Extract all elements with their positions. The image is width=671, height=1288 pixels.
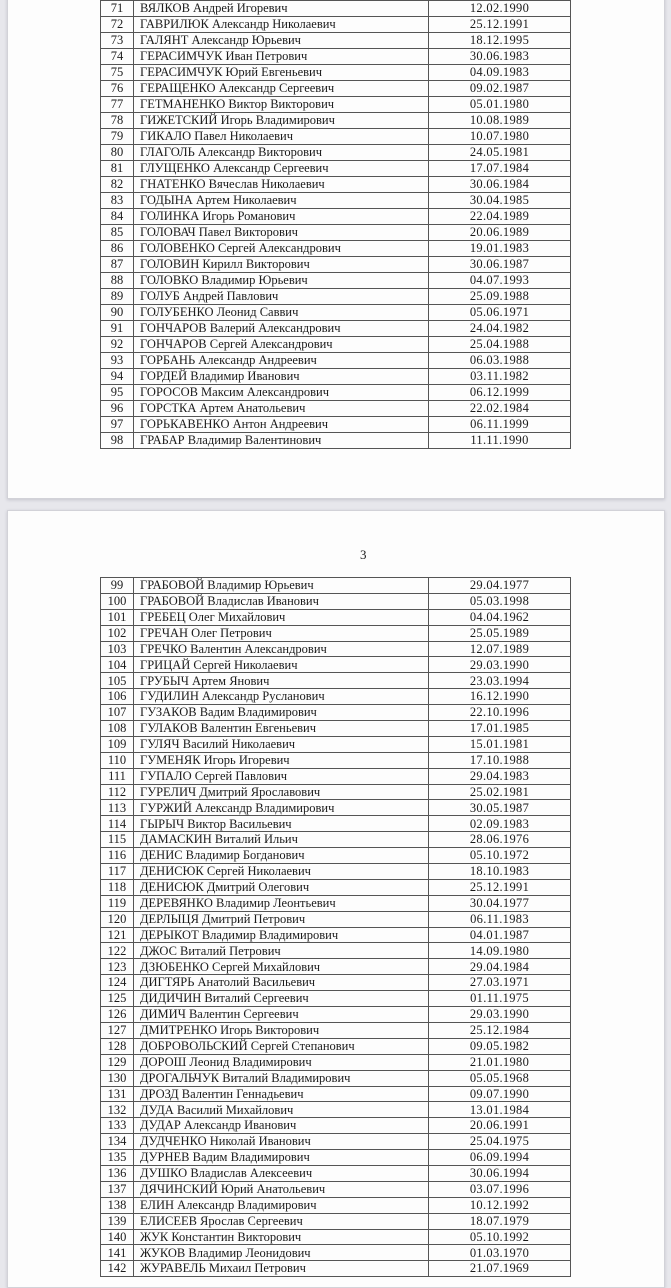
birth-date: 17.07.1984 bbox=[429, 161, 571, 177]
person-name: ДЕРЕВЯНКО Владимир Леонтьевич bbox=[134, 895, 429, 911]
person-name: ГОДЫНА Артем Николаевич bbox=[134, 193, 429, 209]
person-name: ГОРОСОВ Максим Александрович bbox=[134, 385, 429, 401]
table-row bbox=[101, 417, 571, 433]
table-row bbox=[101, 1181, 571, 1197]
birth-date: 10.07.1980 bbox=[429, 129, 571, 145]
row-number: 84 bbox=[101, 209, 134, 225]
table-row bbox=[101, 305, 571, 321]
table-row bbox=[101, 49, 571, 65]
person-name: ГУЛАКОВ Валентин Евгеньевич bbox=[134, 721, 429, 737]
row-number: 99 bbox=[101, 578, 134, 594]
row-number: 108 bbox=[101, 721, 134, 737]
person-name: ДЯЧИНСКИЙ Юрий Анатольевич bbox=[134, 1181, 429, 1197]
birth-date: 05.10.1992 bbox=[429, 1229, 571, 1245]
roster-table-bottom bbox=[100, 577, 571, 1277]
person-name: ДУШКО Владислав Алексеевич bbox=[134, 1165, 429, 1181]
row-number: 102 bbox=[101, 625, 134, 641]
table-row bbox=[101, 657, 571, 673]
person-name: ГОЛУБ Андрей Павлович bbox=[134, 289, 429, 305]
birth-date: 29.03.1990 bbox=[429, 657, 571, 673]
person-name: ГОЛОВЕНКО Сергей Александрович bbox=[134, 241, 429, 257]
table-row bbox=[101, 1261, 571, 1277]
row-number: 97 bbox=[101, 417, 134, 433]
page-sheet-bottom bbox=[7, 510, 665, 1288]
row-number: 137 bbox=[101, 1181, 134, 1197]
person-name: ГУРЖИЙ Александр Владимирович bbox=[134, 800, 429, 816]
table-row bbox=[101, 1150, 571, 1166]
birth-date: 09.05.1982 bbox=[429, 1038, 571, 1054]
row-number: 71 bbox=[101, 1, 134, 17]
row-number: 92 bbox=[101, 337, 134, 353]
birth-date: 25.02.1981 bbox=[429, 784, 571, 800]
birth-date: 10.08.1989 bbox=[429, 113, 571, 129]
birth-date: 06.09.1994 bbox=[429, 1150, 571, 1166]
birth-date: 10.12.1992 bbox=[429, 1197, 571, 1213]
birth-date: 18.12.1995 bbox=[429, 33, 571, 49]
row-number: 119 bbox=[101, 895, 134, 911]
table-row bbox=[101, 578, 571, 594]
roster-rows-bottom bbox=[101, 578, 571, 1277]
row-number: 101 bbox=[101, 609, 134, 625]
birth-date: 04.07.1993 bbox=[429, 273, 571, 289]
birth-date: 25.12.1984 bbox=[429, 1022, 571, 1038]
row-number: 117 bbox=[101, 864, 134, 880]
table-row bbox=[101, 673, 571, 689]
table-row bbox=[101, 1022, 571, 1038]
person-name: ДИГТЯРЬ Анатолий Васильевич bbox=[134, 975, 429, 991]
table-row bbox=[101, 736, 571, 752]
table-row bbox=[101, 257, 571, 273]
person-name: ГЫРЫЧ Виктор Васильевич bbox=[134, 816, 429, 832]
birth-date: 05.05.1968 bbox=[429, 1070, 571, 1086]
birth-date: 20.06.1991 bbox=[429, 1118, 571, 1134]
row-number: 123 bbox=[101, 959, 134, 975]
person-name: ГАВРИЛЮК Александр Николаевич bbox=[134, 17, 429, 33]
birth-date: 16.12.1990 bbox=[429, 689, 571, 705]
birth-date: 30.06.1983 bbox=[429, 49, 571, 65]
birth-date: 04.09.1983 bbox=[429, 65, 571, 81]
birth-date: 21.07.1969 bbox=[429, 1261, 571, 1277]
table-row bbox=[101, 1, 571, 17]
table-row bbox=[101, 959, 571, 975]
birth-date: 25.09.1988 bbox=[429, 289, 571, 305]
table-row bbox=[101, 895, 571, 911]
row-number: 95 bbox=[101, 385, 134, 401]
row-number: 96 bbox=[101, 401, 134, 417]
person-name: ДЕРЫКОТ Владимир Владимирович bbox=[134, 927, 429, 943]
person-name: ДИДИЧИН Виталий Сергеевич bbox=[134, 991, 429, 1007]
person-name: ГРЕЧАН Олег Петрович bbox=[134, 625, 429, 641]
table-row bbox=[101, 1245, 571, 1261]
row-number: 120 bbox=[101, 911, 134, 927]
row-number: 81 bbox=[101, 161, 134, 177]
person-name: ДЕНИС Владимир Богданович bbox=[134, 848, 429, 864]
person-name: ГОЛИНКА Игорь Романович bbox=[134, 209, 429, 225]
birth-date: 06.11.1983 bbox=[429, 911, 571, 927]
table-row bbox=[101, 129, 571, 145]
row-number: 110 bbox=[101, 752, 134, 768]
birth-date: 24.04.1982 bbox=[429, 321, 571, 337]
row-number: 113 bbox=[101, 800, 134, 816]
birth-date: 03.11.1982 bbox=[429, 369, 571, 385]
row-number: 77 bbox=[101, 97, 134, 113]
table-row bbox=[101, 17, 571, 33]
person-name: ГРИЦАЙ Сергей Николаевич bbox=[134, 657, 429, 673]
birth-date: 29.04.1984 bbox=[429, 959, 571, 975]
person-name: ГЛУЩЕНКО Александр Сергеевич bbox=[134, 161, 429, 177]
table-row bbox=[101, 1213, 571, 1229]
row-number: 75 bbox=[101, 65, 134, 81]
row-number: 94 bbox=[101, 369, 134, 385]
table-row bbox=[101, 33, 571, 49]
birth-date: 30.06.1994 bbox=[429, 1165, 571, 1181]
table-row bbox=[101, 1165, 571, 1181]
table-row bbox=[101, 1118, 571, 1134]
birth-date: 30.06.1984 bbox=[429, 177, 571, 193]
person-name: ГИЖЕТСКИЙ Игорь Владимирович bbox=[134, 113, 429, 129]
row-number: 136 bbox=[101, 1165, 134, 1181]
birth-date: 25.12.1991 bbox=[429, 879, 571, 895]
person-name: ДУРНЕВ Вадим Владимирович bbox=[134, 1150, 429, 1166]
birth-date: 21.01.1980 bbox=[429, 1054, 571, 1070]
row-number: 131 bbox=[101, 1086, 134, 1102]
row-number: 132 bbox=[101, 1102, 134, 1118]
table-row bbox=[101, 273, 571, 289]
person-name: ДИМИЧ Валентин Сергеевич bbox=[134, 1007, 429, 1023]
person-name: ГРЕЧКО Валентин Александрович bbox=[134, 641, 429, 657]
row-number: 126 bbox=[101, 1007, 134, 1023]
person-name: ГУМЕНЯК Игорь Игоревич bbox=[134, 752, 429, 768]
birth-date: 12.02.1990 bbox=[429, 1, 571, 17]
person-name: ГОРЬКАВЕНКО Антон Андреевич bbox=[134, 417, 429, 433]
table-row bbox=[101, 177, 571, 193]
table-row bbox=[101, 193, 571, 209]
row-number: 124 bbox=[101, 975, 134, 991]
person-name: ГОЛУБЕНКО Леонид Саввич bbox=[134, 305, 429, 321]
table-row bbox=[101, 864, 571, 880]
row-number: 125 bbox=[101, 991, 134, 1007]
table-row bbox=[101, 401, 571, 417]
person-name: ГУЗАКОВ Вадим Владимирович bbox=[134, 705, 429, 721]
roster-rows-top bbox=[101, 1, 571, 449]
row-number: 138 bbox=[101, 1197, 134, 1213]
table-row bbox=[101, 800, 571, 816]
person-name: ГОЛОВИН Кирилл Викторович bbox=[134, 257, 429, 273]
table-row bbox=[101, 113, 571, 129]
birth-date: 05.06.1971 bbox=[429, 305, 571, 321]
table-row bbox=[101, 752, 571, 768]
birth-date: 09.07.1990 bbox=[429, 1086, 571, 1102]
birth-date: 30.04.1977 bbox=[429, 895, 571, 911]
person-name: ГЕТМАНЕНКО Виктор Викторович bbox=[134, 97, 429, 113]
row-number: 130 bbox=[101, 1070, 134, 1086]
row-number: 142 bbox=[101, 1261, 134, 1277]
row-number: 80 bbox=[101, 145, 134, 161]
birth-date: 29.03.1990 bbox=[429, 1007, 571, 1023]
row-number: 76 bbox=[101, 81, 134, 97]
page-number: 3 bbox=[360, 547, 367, 562]
roster-table-top bbox=[100, 0, 571, 449]
person-name: ГУДИЛИН Александр Русланович bbox=[134, 689, 429, 705]
table-row bbox=[101, 1054, 571, 1070]
table-row bbox=[101, 1070, 571, 1086]
birth-date: 24.05.1981 bbox=[429, 145, 571, 161]
row-number: 135 bbox=[101, 1150, 134, 1166]
birth-date: 01.11.1975 bbox=[429, 991, 571, 1007]
person-name: ДЕРЛЫЦЯ Дмитрий Петрович bbox=[134, 911, 429, 927]
birth-date: 01.03.1970 bbox=[429, 1245, 571, 1261]
row-number: 122 bbox=[101, 943, 134, 959]
person-name: ДЕНИСЮК Дмитрий Олегович bbox=[134, 879, 429, 895]
person-name: ГОЛОВКО Владимир Юрьевич bbox=[134, 273, 429, 289]
person-name: ДОБРОВОЛЬСКИЙ Сергей Степанович bbox=[134, 1038, 429, 1054]
row-number: 121 bbox=[101, 927, 134, 943]
table-row bbox=[101, 927, 571, 943]
table-row bbox=[101, 625, 571, 641]
row-number: 133 bbox=[101, 1118, 134, 1134]
table-row bbox=[101, 337, 571, 353]
row-number: 116 bbox=[101, 848, 134, 864]
person-name: ГОРСТКА Артем Анатольевич bbox=[134, 401, 429, 417]
table-row bbox=[101, 911, 571, 927]
table-row bbox=[101, 97, 571, 113]
person-name: ГОРБАНЬ Александр Андреевич bbox=[134, 353, 429, 369]
row-number: 103 bbox=[101, 641, 134, 657]
row-number: 104 bbox=[101, 657, 134, 673]
table-row bbox=[101, 689, 571, 705]
person-name: ДЖОС Виталий Петрович bbox=[134, 943, 429, 959]
row-number: 72 bbox=[101, 17, 134, 33]
table-row bbox=[101, 1134, 571, 1150]
person-name: ГЕРАЩЕНКО Александр Сергеевич bbox=[134, 81, 429, 97]
table-row bbox=[101, 321, 571, 337]
person-name: ГОРДЕЙ Владимир Иванович bbox=[134, 369, 429, 385]
birth-date: 17.01.1985 bbox=[429, 721, 571, 737]
person-name: ГУРЕЛИЧ Дмитрий Ярославович bbox=[134, 784, 429, 800]
table-row bbox=[101, 784, 571, 800]
table-row bbox=[101, 832, 571, 848]
birth-date: 29.04.1977 bbox=[429, 578, 571, 594]
birth-date: 14.09.1980 bbox=[429, 943, 571, 959]
person-name: ГЕРАСИМЧУК Юрий Евгеньевич bbox=[134, 65, 429, 81]
birth-date: 15.01.1981 bbox=[429, 736, 571, 752]
birth-date: 29.04.1983 bbox=[429, 768, 571, 784]
table-row bbox=[101, 241, 571, 257]
table-row bbox=[101, 385, 571, 401]
table-row bbox=[101, 65, 571, 81]
person-name: ДАМАСКИН Виталий Ильич bbox=[134, 832, 429, 848]
birth-date: 09.02.1987 bbox=[429, 81, 571, 97]
birth-date: 17.10.1988 bbox=[429, 752, 571, 768]
row-number: 118 bbox=[101, 879, 134, 895]
table-row bbox=[101, 145, 571, 161]
table-row bbox=[101, 1197, 571, 1213]
table-row bbox=[101, 81, 571, 97]
person-name: ГРАБАР Владимир Валентинович bbox=[134, 433, 429, 449]
row-number: 90 bbox=[101, 305, 134, 321]
birth-date: 18.07.1979 bbox=[429, 1213, 571, 1229]
birth-date: 22.04.1989 bbox=[429, 209, 571, 225]
row-number: 106 bbox=[101, 689, 134, 705]
person-name: ВЯЛКОВ Андрей Игоревич bbox=[134, 1, 429, 17]
birth-date: 18.10.1983 bbox=[429, 864, 571, 880]
table-row bbox=[101, 641, 571, 657]
person-name: ГУЛЯЧ Василий Николаевич bbox=[134, 736, 429, 752]
person-name: ГРАБОВОЙ Владимир Юрьевич bbox=[134, 578, 429, 594]
row-number: 109 bbox=[101, 736, 134, 752]
table-row bbox=[101, 593, 571, 609]
person-name: ЖУРАВЕЛЬ Михаил Петрович bbox=[134, 1261, 429, 1277]
person-name: ЕЛИСЕЕВ Ярослав Сергеевич bbox=[134, 1213, 429, 1229]
birth-date: 11.11.1990 bbox=[429, 433, 571, 449]
birth-date: 25.12.1991 bbox=[429, 17, 571, 33]
row-number: 111 bbox=[101, 768, 134, 784]
table-row bbox=[101, 1007, 571, 1023]
birth-date: 30.06.1987 bbox=[429, 257, 571, 273]
row-number: 83 bbox=[101, 193, 134, 209]
table-row bbox=[101, 975, 571, 991]
person-name: ГРЕБЕЦ Олег Михайлович bbox=[134, 609, 429, 625]
row-number: 93 bbox=[101, 353, 134, 369]
birth-date: 25.04.1988 bbox=[429, 337, 571, 353]
person-name: ЖУКОВ Владимир Леонидович bbox=[134, 1245, 429, 1261]
person-name: ДУДАР Александр Иванович bbox=[134, 1118, 429, 1134]
person-name: ГРУБЫЧ Артем Янович bbox=[134, 673, 429, 689]
row-number: 74 bbox=[101, 49, 134, 65]
row-number: 107 bbox=[101, 705, 134, 721]
table-row bbox=[101, 609, 571, 625]
person-name: ДЕНИСЮК Сергей Николаевич bbox=[134, 864, 429, 880]
row-number: 134 bbox=[101, 1134, 134, 1150]
row-number: 87 bbox=[101, 257, 134, 273]
birth-date: 05.10.1972 bbox=[429, 848, 571, 864]
birth-date: 02.09.1983 bbox=[429, 816, 571, 832]
birth-date: 25.05.1989 bbox=[429, 625, 571, 641]
birth-date: 03.07.1996 bbox=[429, 1181, 571, 1197]
birth-date: 04.01.1987 bbox=[429, 927, 571, 943]
row-number: 100 bbox=[101, 593, 134, 609]
row-number: 114 bbox=[101, 816, 134, 832]
table-row bbox=[101, 433, 571, 449]
table-row bbox=[101, 1086, 571, 1102]
birth-date: 27.03.1971 bbox=[429, 975, 571, 991]
row-number: 127 bbox=[101, 1022, 134, 1038]
row-number: 79 bbox=[101, 129, 134, 145]
row-number: 91 bbox=[101, 321, 134, 337]
table-row bbox=[101, 816, 571, 832]
person-name: ГУПАЛО Сергей Павлович bbox=[134, 768, 429, 784]
person-name: ДУДА Василий Михайлович bbox=[134, 1102, 429, 1118]
birth-date: 06.12.1999 bbox=[429, 385, 571, 401]
table-row bbox=[101, 289, 571, 305]
birth-date: 19.01.1983 bbox=[429, 241, 571, 257]
table-row bbox=[101, 1229, 571, 1245]
birth-date: 22.02.1984 bbox=[429, 401, 571, 417]
birth-date: 23.03.1994 bbox=[429, 673, 571, 689]
table-row bbox=[101, 1038, 571, 1054]
row-number: 141 bbox=[101, 1245, 134, 1261]
table-row bbox=[101, 1102, 571, 1118]
birth-date: 13.01.1984 bbox=[429, 1102, 571, 1118]
row-number: 139 bbox=[101, 1213, 134, 1229]
row-number: 88 bbox=[101, 273, 134, 289]
person-name: ГОНЧАРОВ Сергей Александрович bbox=[134, 337, 429, 353]
birth-date: 30.05.1987 bbox=[429, 800, 571, 816]
person-name: ЕЛИН Александр Владимирович bbox=[134, 1197, 429, 1213]
person-name: ГИКАЛО Павел Николаевич bbox=[134, 129, 429, 145]
person-name: ДОРОШ Леонид Владимирович bbox=[134, 1054, 429, 1070]
person-name: ГОНЧАРОВ Валерий Александрович bbox=[134, 321, 429, 337]
row-number: 82 bbox=[101, 177, 134, 193]
page-sheet-top bbox=[7, 0, 665, 499]
person-name: ГЛАГОЛЬ Александр Викторович bbox=[134, 145, 429, 161]
birth-date: 22.10.1996 bbox=[429, 705, 571, 721]
row-number: 78 bbox=[101, 113, 134, 129]
person-name: ГНАТЕНКО Вячеслав Николаевич bbox=[134, 177, 429, 193]
row-number: 73 bbox=[101, 33, 134, 49]
table-row bbox=[101, 353, 571, 369]
row-number: 115 bbox=[101, 832, 134, 848]
row-number: 85 bbox=[101, 225, 134, 241]
table-row bbox=[101, 161, 571, 177]
birth-date: 30.04.1985 bbox=[429, 193, 571, 209]
table-row bbox=[101, 943, 571, 959]
row-number: 128 bbox=[101, 1038, 134, 1054]
table-row bbox=[101, 209, 571, 225]
row-number: 105 bbox=[101, 673, 134, 689]
row-number: 112 bbox=[101, 784, 134, 800]
table-row bbox=[101, 848, 571, 864]
birth-date: 06.11.1999 bbox=[429, 417, 571, 433]
row-number: 89 bbox=[101, 289, 134, 305]
person-name: ДМИТРЕНКО Игорь Викторович bbox=[134, 1022, 429, 1038]
birth-date: 25.04.1975 bbox=[429, 1134, 571, 1150]
table-row bbox=[101, 991, 571, 1007]
row-number: 86 bbox=[101, 241, 134, 257]
table-row bbox=[101, 225, 571, 241]
birth-date: 05.01.1980 bbox=[429, 97, 571, 113]
birth-date: 05.03.1998 bbox=[429, 593, 571, 609]
person-name: ДУДЧЕНКО Николай Иванович bbox=[134, 1134, 429, 1150]
table-row bbox=[101, 879, 571, 895]
person-name: ЖУК Константин Викторович bbox=[134, 1229, 429, 1245]
table-row bbox=[101, 768, 571, 784]
person-name: ГОЛОВАЧ Павел Викторович bbox=[134, 225, 429, 241]
birth-date: 12.07.1989 bbox=[429, 641, 571, 657]
birth-date: 20.06.1989 bbox=[429, 225, 571, 241]
birth-date: 04.04.1962 bbox=[429, 609, 571, 625]
person-name: ГЕРАСИМЧУК Иван Петрович bbox=[134, 49, 429, 65]
table-row bbox=[101, 721, 571, 737]
table-row bbox=[101, 705, 571, 721]
table-row bbox=[101, 369, 571, 385]
row-number: 129 bbox=[101, 1054, 134, 1070]
person-name: ГРАБОВОЙ Владислав Иванович bbox=[134, 593, 429, 609]
birth-date: 28.06.1976 bbox=[429, 832, 571, 848]
person-name: ДРОГАЛЬЧУК Виталий Владимирович bbox=[134, 1070, 429, 1086]
birth-date: 06.03.1988 bbox=[429, 353, 571, 369]
person-name: ГАЛЯНТ Александр Юрьевич bbox=[134, 33, 429, 49]
person-name: ДЗЮБЕНКО Сергей Михайлович bbox=[134, 959, 429, 975]
row-number: 98 bbox=[101, 433, 134, 449]
row-number: 140 bbox=[101, 1229, 134, 1245]
person-name: ДРОЗД Валентин Геннадьевич bbox=[134, 1086, 429, 1102]
